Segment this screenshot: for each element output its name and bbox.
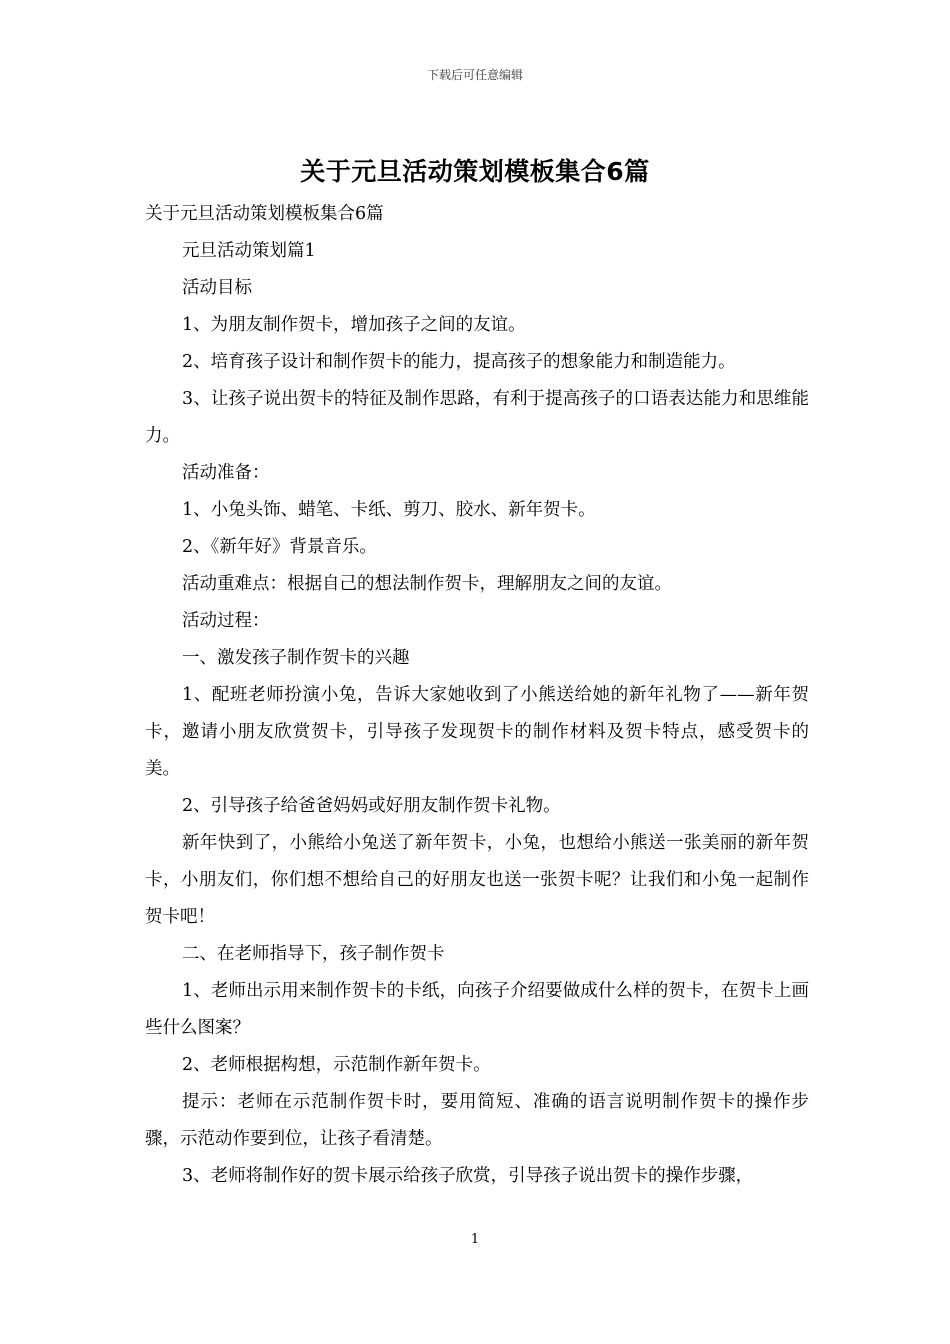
paragraph: 活动准备： <box>182 463 270 483</box>
paragraph: 2、《新年好》背景音乐。 <box>182 537 377 557</box>
paragraph: 1、为朋友制作贺卡，增加孩子之间的友谊。 <box>182 315 526 335</box>
paragraph: 新年快到了，小熊给小兔送了新年贺卡，小兔，也想给小熊送一张美丽的新年贺卡，小朋友们，你们想不想给自己的好朋友也送一张贺卡呢？让我们和小兔一起制作贺卡吧！ <box>145 833 809 927</box>
page-number: 1 <box>470 1232 480 1247</box>
document-body <box>145 196 809 1195</box>
paragraph: 3、让孩子说出贺卡的特征及制作思路，有利于提高孩子的口语表达能力和思维能力。 <box>145 389 809 446</box>
paragraph: 一、激发孩子制作贺卡的兴趣 <box>182 648 410 668</box>
page-header-note: 下载后可任意编辑 <box>426 68 523 82</box>
paragraph-section-heading: 元旦活动策划篇1 <box>182 241 316 261</box>
paragraph: 2、培育孩子设计和制作贺卡的能力，提高孩子的想象能力和制造能力。 <box>182 352 736 372</box>
paragraph: 提示：老师在示范制作贺卡时，要用简短、准确的语言说明制作贺卡的操作步骤，示范动作要到位，让孩子看清楚。 <box>145 1092 809 1149</box>
paragraph: 1、配班老师扮演小兔，告诉大家她收到了小熊送给她的新年礼物了——新年贺卡，邀请小朋友欣赏贺卡，引导孩子发现贺卡的制作材料及贺卡特点，感受贺卡的美。 <box>145 685 809 779</box>
paragraph: 活动目标 <box>182 278 252 298</box>
paragraph: 活动重难点：根据自己的想法制作贺卡，理解朋友之间的友谊。 <box>182 574 672 594</box>
paragraph: 2、老师根据构想，示范制作新年贺卡。 <box>182 1055 491 1075</box>
paragraph: 2、引导孩子给爸爸妈妈或好朋友制作贺卡礼物。 <box>182 796 561 816</box>
paragraph: 1、老师出示用来制作贺卡的卡纸，向孩子介绍要做成什么样的贺卡，在贺卡上画些什么图案？ <box>145 981 809 1038</box>
paragraph: 活动过程： <box>182 611 270 631</box>
paragraph: 3、老师将制作好的贺卡展示给孩子欣赏，引导孩子说出贺卡的操作步骤， <box>182 1166 754 1186</box>
paragraph: 1、小兔头饰、蜡笔、卡纸、剪刀、胶水、新年贺卡。 <box>182 500 596 520</box>
paragraph: 二、在老师指导下，孩子制作贺卡 <box>182 944 445 964</box>
document-title: 关于元旦活动策划模板集合6篇 <box>300 157 650 186</box>
paragraph-subtitle: 关于元旦活动策划模板集合6篇 <box>145 204 384 224</box>
